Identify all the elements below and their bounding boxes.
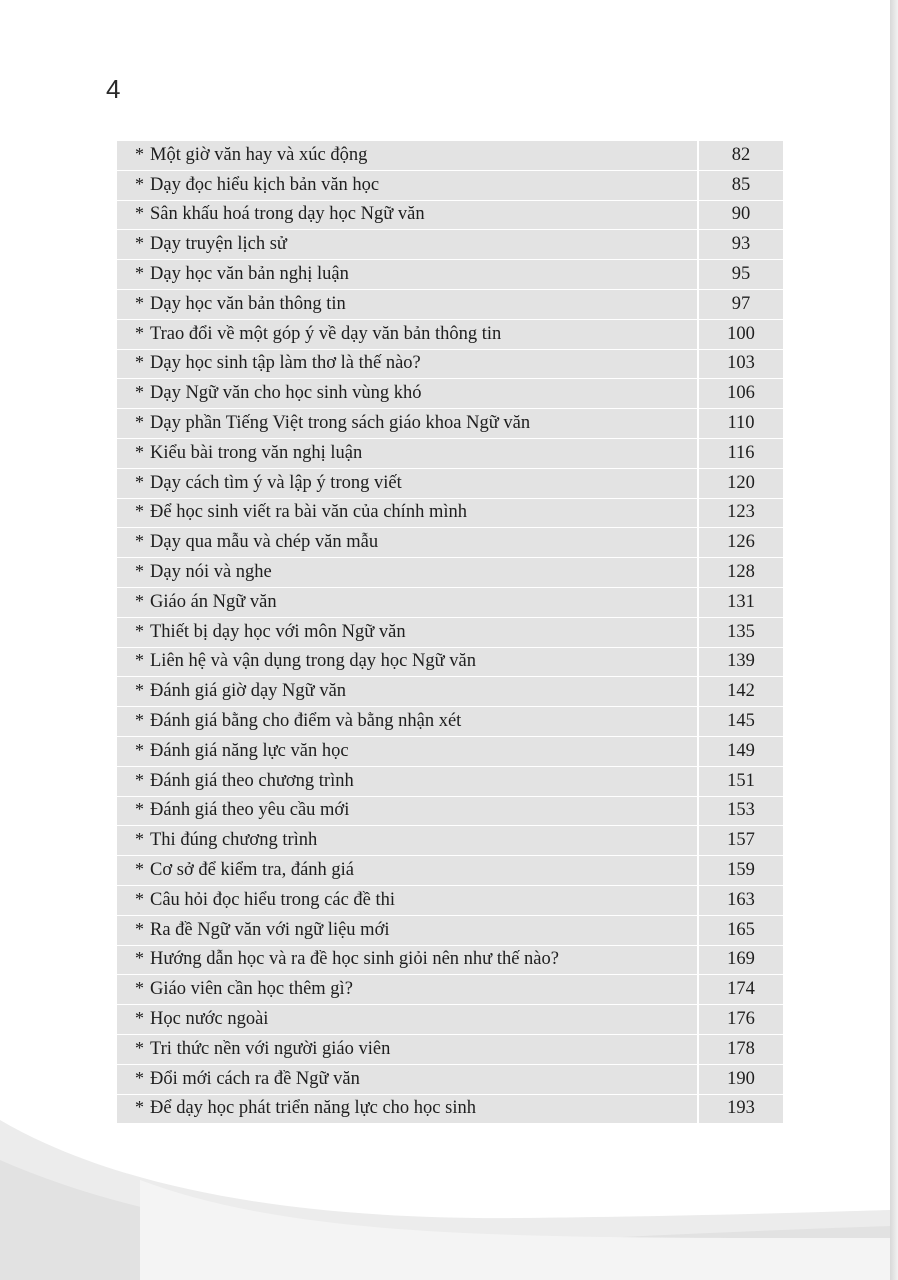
- toc-entry-title: Đánh giá giờ dạy Ngữ văn: [150, 681, 347, 702]
- bullet-asterisk: *: [135, 799, 144, 820]
- toc-entry-title: Ra đề Ngữ văn với ngữ liệu mới: [150, 919, 390, 940]
- toc-entry-title: Dạy cách tìm ý và lập ý trong viết: [150, 472, 402, 493]
- toc-entry-page-number: 165: [699, 916, 783, 946]
- toc-entry-page-number: 93: [699, 230, 783, 260]
- toc-entry-page-number: 139: [699, 648, 783, 678]
- toc-entry-title-cell: [117, 707, 697, 737]
- toc-entry-title: Cơ sở để kiểm tra, đánh giá: [150, 860, 355, 881]
- toc-entry-page-number: 106: [699, 379, 783, 409]
- toc-entry-title-cell: [117, 528, 697, 558]
- toc-entry-title-cell: [117, 171, 697, 201]
- toc-entry-title: Dạy Ngữ văn cho học sinh vùng khó: [150, 383, 422, 404]
- toc-entry-title: Đánh giá bằng cho điểm và bằng nhận xét: [150, 711, 462, 732]
- toc-entry: [117, 320, 783, 350]
- toc-entry-title: Sân khấu hoá trong dạy học Ngữ văn: [150, 204, 425, 225]
- bullet-asterisk: *: [135, 948, 144, 969]
- toc-entry-title-cell: [117, 379, 697, 409]
- bullet-asterisk: *: [135, 1037, 144, 1058]
- toc-entry: [117, 469, 783, 499]
- toc-entry-title-cell: [117, 1005, 697, 1035]
- toc-entry: [117, 856, 783, 886]
- toc-entry-title-cell: [117, 141, 697, 171]
- toc-entry-title-cell: [117, 201, 697, 231]
- bullet-asterisk: *: [135, 710, 144, 731]
- toc-entry-title: Một giờ văn hay và xúc động: [150, 144, 368, 165]
- toc-entry: [117, 588, 783, 618]
- toc-entry: [117, 528, 783, 558]
- toc-entry-page-number: 149: [699, 737, 783, 767]
- toc-entry-title: Dạy qua mẫu và chép văn mẫu: [150, 532, 379, 553]
- toc-entry-page-number: 169: [699, 946, 783, 976]
- toc-entry-page-number: 157: [699, 826, 783, 856]
- toc-entry-page-number: 123: [699, 499, 783, 529]
- toc-entry: [117, 409, 783, 439]
- toc-entry-title: Dạy truyện lịch sử: [150, 234, 287, 255]
- table-of-contents: [117, 141, 783, 1124]
- toc-entry-title: Đánh giá theo yêu cầu mới: [150, 800, 350, 821]
- toc-entry-title-cell: [117, 1035, 697, 1065]
- toc-entry-title-cell: [117, 886, 697, 916]
- bullet-asterisk: *: [135, 233, 144, 254]
- toc-entry: [117, 1035, 783, 1065]
- toc-entry-page-number: 95: [699, 260, 783, 290]
- toc-entry-title: Tri thức nền với người giáo viên: [150, 1038, 391, 1059]
- bullet-asterisk: *: [135, 382, 144, 403]
- bullet-asterisk: *: [135, 918, 144, 939]
- toc-entry: [117, 290, 783, 320]
- toc-entry-title: Dạy học văn bản nghị luận: [150, 264, 349, 285]
- toc-entry-title-cell: [117, 260, 697, 290]
- toc-entry-title: Để dạy học phát triển năng lực cho học sinh: [150, 1098, 476, 1119]
- toc-entry: [117, 230, 783, 260]
- bullet-asterisk: *: [135, 769, 144, 790]
- bullet-asterisk: *: [135, 441, 144, 462]
- toc-entry-title-cell: [117, 350, 697, 380]
- page-number: 4: [106, 74, 121, 104]
- toc-entry-page-number: 135: [699, 618, 783, 648]
- toc-entry-page-number: 85: [699, 171, 783, 201]
- bullet-asterisk: *: [135, 203, 144, 224]
- bullet-asterisk: *: [135, 263, 144, 284]
- toc-entry-page-number: 145: [699, 707, 783, 737]
- toc-entry-page-number: 110: [699, 409, 783, 439]
- bullet-asterisk: *: [135, 412, 144, 433]
- toc-entry-title-cell: [117, 439, 697, 469]
- toc-entry: [117, 797, 783, 827]
- toc-entry: [117, 558, 783, 588]
- bullet-asterisk: *: [135, 292, 144, 313]
- bullet-asterisk: *: [135, 173, 144, 194]
- toc-entry-title: Dạy nói và nghe: [150, 562, 272, 583]
- toc-entry-title-cell: [117, 648, 697, 678]
- bullet-asterisk: *: [135, 471, 144, 492]
- toc-entry-title-cell: [117, 230, 697, 260]
- toc-entry-title-cell: [117, 856, 697, 886]
- toc-entry-title-cell: [117, 767, 697, 797]
- toc-entry-title-cell: [117, 946, 697, 976]
- toc-entry-title: Dạy đọc hiểu kịch bản văn học: [150, 174, 380, 195]
- toc-entry-title: Câu hỏi đọc hiểu trong các đề thi: [150, 889, 396, 910]
- toc-entry-page-number: 159: [699, 856, 783, 886]
- toc-entry-title: Dạy học sinh tập làm thơ là thế nào?: [150, 353, 421, 374]
- toc-entry: [117, 916, 783, 946]
- toc-entry: [117, 379, 783, 409]
- bullet-asterisk: *: [135, 829, 144, 850]
- bullet-asterisk: *: [135, 1097, 144, 1118]
- toc-entry-title-cell: [117, 618, 697, 648]
- bullet-asterisk: *: [135, 680, 144, 701]
- page-edge-shadow: [890, 0, 898, 1280]
- toc-entry-page-number: 176: [699, 1005, 783, 1035]
- toc-entry-title: Thi đúng chương trình: [150, 830, 318, 851]
- toc-entry-title: Thiết bị dạy học với môn Ngữ văn: [150, 621, 406, 642]
- toc-entry-title-cell: [117, 737, 697, 767]
- toc-entry: [117, 886, 783, 916]
- toc-entry-page-number: 90: [699, 201, 783, 231]
- toc-entry-page-number: 190: [699, 1065, 783, 1095]
- toc-entry: [117, 1065, 783, 1095]
- toc-entry-title-cell: [117, 916, 697, 946]
- toc-entry-page-number: 126: [699, 528, 783, 558]
- toc-entry-title-cell: [117, 975, 697, 1005]
- toc-entry-page-number: 116: [699, 439, 783, 469]
- toc-entry: [117, 767, 783, 797]
- toc-entry-title: Kiểu bài trong văn nghị luận: [150, 442, 363, 463]
- bullet-asterisk: *: [135, 888, 144, 909]
- toc-entry-title-cell: [117, 320, 697, 350]
- toc-entry: [117, 499, 783, 529]
- bullet-asterisk: *: [135, 590, 144, 611]
- toc-entry-page-number: 174: [699, 975, 783, 1005]
- toc-entry-title: Trao đổi về một góp ý về dạy văn bản thông tin: [150, 323, 502, 344]
- toc-entry: [117, 618, 783, 648]
- toc-entry-title-cell: [117, 469, 697, 499]
- toc-entry-page-number: 97: [699, 290, 783, 320]
- toc-entry: [117, 171, 783, 201]
- toc-entry-title-cell: [117, 558, 697, 588]
- toc-entry-title: Giáo án Ngữ văn: [150, 591, 277, 612]
- decorative-wave: [0, 1120, 890, 1280]
- toc-entry: [117, 648, 783, 678]
- bullet-asterisk: *: [135, 978, 144, 999]
- toc-entry-title: Dạy học văn bản thông tin: [150, 293, 346, 314]
- bullet-asterisk: *: [135, 561, 144, 582]
- toc-entry-title-cell: [117, 677, 697, 707]
- toc-entry: [117, 707, 783, 737]
- toc-entry: [117, 201, 783, 231]
- toc-entry: [117, 439, 783, 469]
- bullet-asterisk: *: [135, 143, 144, 164]
- toc-entry-title: Dạy phần Tiếng Việt trong sách giáo khoa Ngữ văn: [150, 413, 531, 434]
- bullet-asterisk: *: [135, 620, 144, 641]
- toc-entry: [117, 141, 783, 171]
- toc-entry-page-number: 153: [699, 797, 783, 827]
- toc-entry: [117, 1005, 783, 1035]
- toc-entry-title: Học nước ngoài: [150, 1009, 269, 1029]
- toc-entry: [117, 350, 783, 380]
- bullet-asterisk: *: [135, 501, 144, 522]
- bullet-asterisk: *: [135, 739, 144, 760]
- toc-entry-page-number: 151: [699, 767, 783, 797]
- toc-entry-title: Để học sinh viết ra bài văn của chính mình: [150, 502, 467, 523]
- toc-entry: [117, 946, 783, 976]
- toc-entry-title: Hướng dẫn học và ra đề học sinh giỏi nên như thế nào?: [150, 949, 559, 970]
- toc-entry-page-number: 82: [699, 141, 783, 171]
- toc-entry-title-cell: [117, 797, 697, 827]
- toc-entry: [117, 677, 783, 707]
- toc-entry: [117, 260, 783, 290]
- toc-entry-title-cell: [117, 499, 697, 529]
- toc-entry-title: Liên hệ và vận dụng trong dạy học Ngữ văn: [150, 651, 476, 672]
- toc-entry-page-number: 120: [699, 469, 783, 499]
- toc-entry-title: Đánh giá theo chương trình: [150, 770, 354, 791]
- toc-entry-title-cell: [117, 409, 697, 439]
- bullet-asterisk: *: [135, 650, 144, 671]
- toc-entry-title-cell: [117, 1065, 697, 1095]
- toc-entry-title: Đổi mới cách ra đề Ngữ văn: [150, 1068, 360, 1089]
- toc-entry-page-number: 128: [699, 558, 783, 588]
- toc-entry-title-cell: [117, 588, 697, 618]
- toc-entry-page-number: 100: [699, 320, 783, 350]
- toc-entry: [117, 975, 783, 1005]
- toc-entry-page-number: 193: [699, 1095, 783, 1125]
- toc-entry-title: Đánh giá năng lực văn học: [150, 740, 349, 761]
- toc-entry: [117, 826, 783, 856]
- toc-entry-title: Giáo viên cần học thêm gì?: [150, 979, 353, 1000]
- bullet-asterisk: *: [135, 1008, 144, 1028]
- toc-entry-page-number: 163: [699, 886, 783, 916]
- bullet-asterisk: *: [135, 352, 144, 373]
- bullet-asterisk: *: [135, 1067, 144, 1088]
- toc-entry-page-number: 142: [699, 677, 783, 707]
- toc-entry-title-cell: [117, 826, 697, 856]
- toc-entry-title-cell: [117, 290, 697, 320]
- toc-entry-page-number: 178: [699, 1035, 783, 1065]
- bullet-asterisk: *: [135, 322, 144, 343]
- toc-entry-page-number: 131: [699, 588, 783, 618]
- bullet-asterisk: *: [135, 859, 144, 880]
- toc-entry-page-number: 103: [699, 350, 783, 380]
- toc-entry: [117, 737, 783, 767]
- bullet-asterisk: *: [135, 531, 144, 552]
